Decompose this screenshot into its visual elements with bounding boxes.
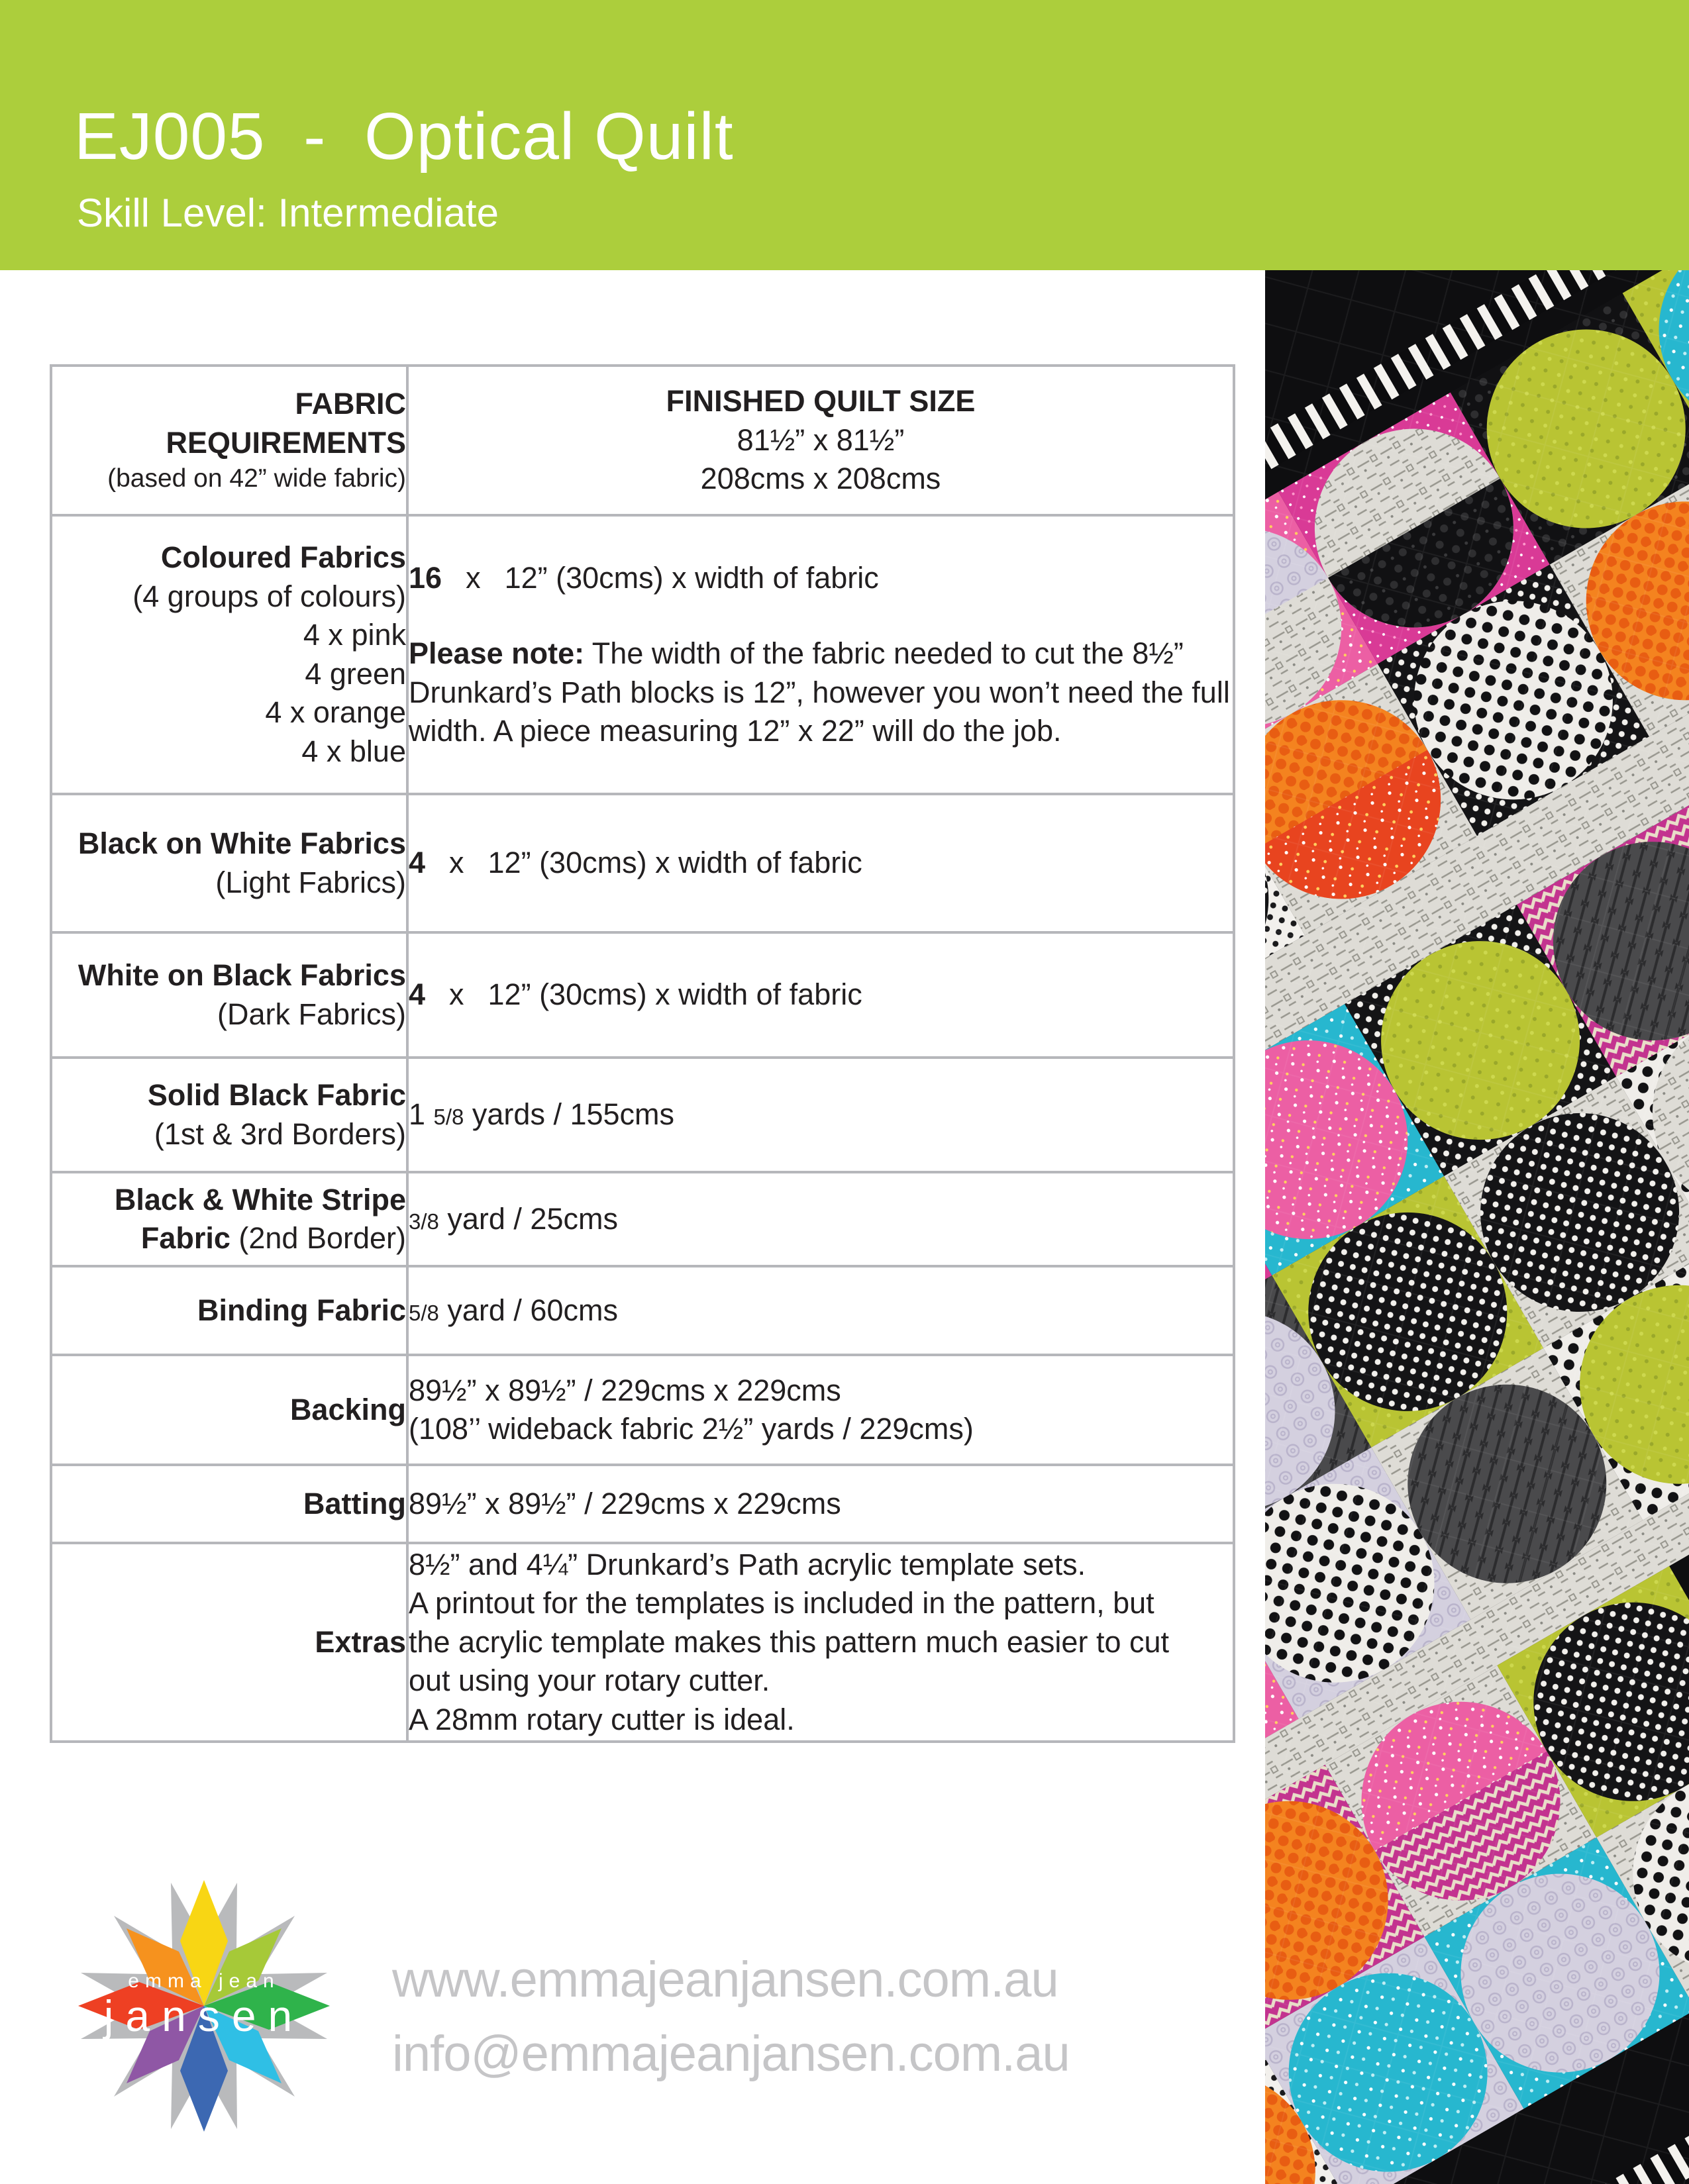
finished-size-cell — [407, 366, 1234, 515]
logo-text-large: jansen — [103, 1991, 305, 2040]
website-text: www.emmajeanjansen.com.au — [392, 1952, 1058, 2008]
table-row-black-on-white — [51, 794, 1234, 932]
row-label: Backing — [289, 1392, 406, 1426]
row-value-cell — [407, 515, 1234, 794]
row-label: Extras — [315, 1624, 406, 1659]
yardage: 1 — [409, 1097, 434, 1132]
quantity: 16 — [409, 560, 442, 595]
fabric-requirements-table — [50, 364, 1235, 1743]
quantity: 4 — [409, 846, 426, 880]
table-row-extras — [51, 1543, 1234, 1742]
row-label-cell — [51, 1172, 407, 1266]
page-title: EJ005 - Optical Quilt — [74, 99, 734, 174]
row-sublabel: (Dark Fabrics) — [217, 997, 406, 1031]
colour-item: 4 x orange — [265, 695, 406, 729]
note-text: The width of the fabric needed to cut the 8½” Drunkard’s Path blocks is 12”, however you won’t need the full width. A piece measuring 12” x 22” will do the job. — [409, 636, 1230, 748]
row-label-cell — [51, 1058, 407, 1172]
table-row-solid-black — [51, 1058, 1234, 1172]
row-label-cell — [51, 1465, 407, 1543]
row-label-cell — [51, 515, 407, 794]
row-label2: Fabric — [140, 1221, 230, 1255]
row-label: Black & White Stripe — [114, 1182, 406, 1216]
extras-line: the acrylic template makes this pattern much easier to cut — [409, 1624, 1170, 1659]
logo-text-small: emma jean — [128, 1970, 280, 1992]
batting-size: 89½” x 89½” / 229cms x 229cms — [409, 1486, 841, 1520]
row-value-cell — [407, 1266, 1234, 1355]
row-value-cell — [407, 1058, 1234, 1172]
backing-size: 89½” x 89½” / 229cms x 229cms — [409, 1373, 841, 1407]
fraction: 3/8 — [409, 1209, 439, 1234]
table-row-backing — [51, 1355, 1234, 1465]
finished-size-inches: 81½” x 81½” — [737, 422, 905, 457]
quilt-photo — [1265, 270, 1689, 2184]
skill-level: Skill Level: Intermediate — [77, 191, 499, 235]
extras-line: 8½” and 4¼” Drunkard’s Path acrylic template sets. — [409, 1547, 1086, 1581]
row-label: Solid Black Fabric — [147, 1078, 406, 1112]
table-row-batting — [51, 1465, 1234, 1543]
extras-line: A printout for the templates is included in the pattern, but — [409, 1586, 1154, 1620]
fabric-req-sub: (based on 42” wide fabric) — [107, 464, 406, 493]
table-row-white-on-black — [51, 932, 1234, 1058]
header-label-cell — [51, 366, 407, 515]
yardage-rest: yard / 25cms — [438, 1201, 618, 1236]
row-value-cell — [407, 932, 1234, 1058]
cut-spec: 12” (30cms) x width of fabric — [487, 977, 862, 1012]
row-label: White on Black Fabrics — [77, 958, 406, 992]
contact-block — [392, 1952, 1070, 2082]
fabric-req-line1: FABRIC — [295, 387, 406, 421]
email-text: info@emmajeanjansen.com.au — [392, 2026, 1070, 2082]
row-label: Batting — [303, 1486, 406, 1520]
fabric-req-line2: REQUIREMENTS — [166, 425, 406, 460]
row-value-cell — [407, 1465, 1234, 1543]
row-sublabel: (Light Fabrics) — [215, 865, 406, 899]
table-row-binding — [51, 1266, 1234, 1355]
note-label: Please note: — [409, 636, 585, 670]
row-sublabel: (1st & 3rd Borders) — [154, 1117, 406, 1151]
backing-alt: (108’’ wideback fabric 2½” yards / 229cms) — [409, 1412, 974, 1446]
colour-item: 4 green — [305, 656, 406, 691]
row-label-cell — [51, 794, 407, 932]
times: x — [449, 977, 464, 1012]
row-label-cell — [51, 1543, 407, 1742]
fraction: 5/8 — [409, 1300, 439, 1325]
row-sublabel: (4 groups of colours) — [132, 579, 406, 613]
row-value-cell — [407, 794, 1234, 932]
brand-logo — [63, 1876, 345, 2139]
table-row-coloured — [51, 515, 1234, 794]
extras-line: out using your rotary cutter. — [409, 1663, 770, 1698]
row-label-cell — [51, 1355, 407, 1465]
row-label: Coloured Fabrics — [160, 540, 406, 574]
finished-size-title: FINISHED QUILT SIZE — [666, 384, 976, 419]
row-label-cell — [51, 932, 407, 1058]
yardage-rest: yards / 155cms — [464, 1097, 675, 1132]
finished-size-cms: 208cms x 208cms — [700, 462, 941, 496]
quantity: 4 — [409, 977, 426, 1012]
row-sublabel: (2nd Border) — [230, 1221, 406, 1255]
cut-spec: 12” (30cms) x width of fabric — [504, 560, 879, 595]
row-value-cell — [407, 1355, 1234, 1465]
row-value-cell — [407, 1543, 1234, 1742]
colour-item: 4 x blue — [301, 734, 406, 768]
header-banner — [0, 0, 1689, 270]
row-label: Binding Fabric — [197, 1293, 406, 1327]
colour-item: 4 x pink — [303, 618, 406, 652]
cut-spec: 12” (30cms) x width of fabric — [487, 846, 862, 880]
times: x — [466, 560, 481, 595]
row-label: Black on White Fabrics — [77, 826, 406, 860]
table-row-header — [51, 366, 1234, 515]
extras-line: A 28mm rotary cutter is ideal. — [409, 1702, 795, 1736]
table-row-stripe — [51, 1172, 1234, 1266]
times: x — [449, 846, 464, 880]
yardage-rest: yard / 60cms — [438, 1293, 618, 1327]
row-value-cell — [407, 1172, 1234, 1266]
fraction: 5/8 — [433, 1105, 464, 1130]
row-label-cell — [51, 1266, 407, 1355]
